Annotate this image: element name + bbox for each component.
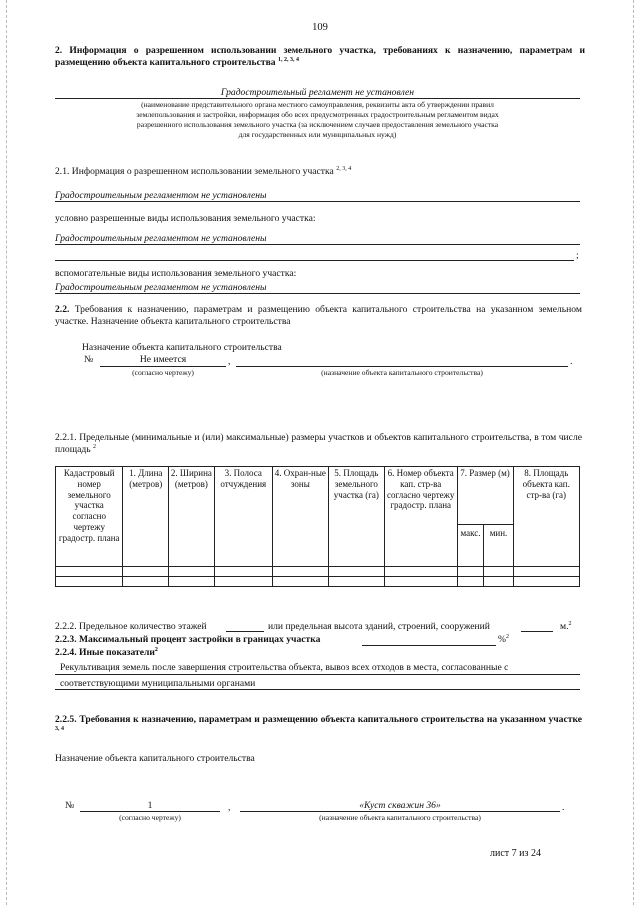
number-sign: № — [84, 354, 94, 365]
period: . — [570, 356, 573, 367]
table-cell — [214, 567, 272, 577]
section-2-2-3-unit — [498, 634, 509, 646]
other-indicators-underline-2 — [55, 689, 580, 690]
header-exclusion-strip: 3. Полоса отчуждения — [214, 467, 272, 567]
header-size: 7. Размер (м) — [457, 467, 513, 525]
height-underline — [521, 631, 553, 632]
caption-line: (наименование представительного органа местного самоуправления, реквизиты акта об утверждении правил — [141, 100, 494, 109]
header-cadastral-number: Кадастровый номер земельного участка согласно чертежу градостр. плана — [56, 467, 123, 567]
table-cell — [56, 577, 123, 587]
conditional-use-underline-2 — [55, 260, 574, 261]
section-2-1-title: 2.1. Информация о разрешенном использовании земельного участка — [55, 166, 334, 177]
section-2-title: Информация о разрешенном использовании земельного участка, требованиях к назначению, параметрам и размещению объекта капитального строительства — [55, 45, 585, 68]
section-2-2-5-number: 2.2.5. — [55, 714, 77, 725]
table-cell — [484, 567, 513, 577]
other-indicators-line-2: соответствующими муниципальными органами — [60, 678, 256, 689]
header-object-area: 8. Площадь объекта кап. стр-ва (га) — [513, 467, 579, 567]
table-cell — [513, 567, 579, 577]
table-cell — [328, 577, 384, 587]
purpose-label: Назначение объекта капитального строительства — [82, 342, 282, 353]
sheet-label: лист 7 из 24 — [490, 848, 541, 859]
other-indicators-underline-1 — [55, 674, 580, 675]
section-2-2-2-mid: или предельная высота зданий, строений, сооружений — [268, 621, 490, 632]
section-2-2-5-caption-purpose: (назначение объекта капитального строительства) — [319, 813, 481, 822]
header-length: 1. Длина (метров) — [123, 467, 169, 567]
section-2-2-title: Требования к назначению, параметрам и размещению объекта капитального строительства на указанном земельном участке. Назначение объекта капитального строительства — [55, 304, 582, 327]
section-2-2-number: 2.2. — [55, 304, 70, 315]
section-2-2-1-title: Предельные (минимальные и (или) максимальные) размеры участков и объектов капитального строительства, в том числе площадь — [55, 432, 582, 455]
section-2-2-heading — [55, 304, 582, 327]
caption-line: для государственных или муниципальных нужд) — [238, 129, 397, 139]
caption-line: разрешенного использования земельного участка (за исключением случаев предоставления земельного участка — [136, 119, 499, 129]
table-cell — [384, 577, 457, 587]
table-cell — [457, 567, 484, 577]
table-cell — [272, 567, 328, 577]
table-cell — [123, 567, 169, 577]
table-row — [56, 567, 580, 577]
section-2-1-heading — [55, 166, 351, 178]
section-2-2-4-text: 2.2.4. Иные показатели — [55, 647, 155, 658]
percent-unit: % — [498, 634, 506, 645]
subheader-min: мин. — [484, 525, 513, 567]
header-plot-area: 5. Площадь земельного участка (га) — [328, 467, 384, 567]
table-row — [56, 577, 580, 587]
section-2-2-5-purpose-value: «Куст скважин 36» — [359, 800, 441, 811]
caption-drawing: (согласно чертежу) — [132, 368, 194, 377]
main-use-underline — [55, 201, 580, 202]
left-scan-edge — [6, 0, 7, 905]
table-cell — [457, 577, 484, 587]
conditional-use-underline — [55, 244, 580, 245]
section-2-number: 2. — [55, 45, 63, 56]
floors-underline — [226, 631, 264, 632]
comma: , — [228, 356, 231, 367]
auxiliary-use-underline — [55, 293, 580, 294]
meters-unit: м. — [560, 621, 569, 632]
section-2-2-2-footnotes: 2 — [568, 621, 572, 627]
section-2-2-5-heading — [55, 714, 582, 737]
section-2-2-4-label — [55, 647, 158, 659]
table-cell — [169, 567, 215, 577]
section-2-2-5-number-value: 1 — [147, 800, 153, 811]
conditional-use-value: Градостроительным регламентом не установлены — [55, 233, 267, 244]
section-2-2-1-heading — [55, 432, 582, 455]
section-2-2-5-number-underline — [80, 811, 220, 812]
section-2-2-2-unit — [560, 621, 571, 633]
auxiliary-use-value: Градостроительным регламентом не установлены — [55, 282, 267, 293]
object-purpose-underline — [236, 366, 568, 367]
section-2-2-3-label: 2.2.3. Максимальный процент застройки в границах участка — [55, 634, 321, 645]
table-cell — [56, 567, 123, 577]
caption-purpose: (назначение объекта капитального строительства) — [321, 368, 483, 377]
other-indicators-line-1: Рекультивация земель после завершения строительства объекта, вывоз всех отходов в места, согласованные с — [60, 662, 509, 673]
caption-line: землепользования и застройки, информация обо всех предусмотренных градостроительным регламентом видах — [136, 109, 499, 119]
section-2-2-5-footnotes: 3, 4 — [55, 725, 64, 732]
section-2-2-5-purpose-label: Назначение объекта капитального строительства — [55, 753, 255, 764]
section-2-2-3-footnotes: 2 — [506, 634, 509, 640]
auxiliary-use-label: вспомогательные виды использования земельного участка: — [55, 268, 297, 279]
percent-underline — [362, 645, 496, 646]
section-2-2-5-title: Требования к назначению, параметрам и размещению объекта капитального строительства на указанном участке — [79, 714, 582, 725]
section-2-2-5-purpose-underline — [240, 811, 560, 812]
subheader-max: макс. — [457, 525, 484, 567]
header-object-number: 6. Номер объекта кап. стр-ва согласно чертежу градостр. плана — [384, 467, 457, 567]
table-cell — [123, 577, 169, 587]
semicolon: ; — [576, 250, 579, 261]
section-2-2-1-number: 2.2.1. — [55, 432, 77, 443]
main-use-value: Градостроительным регламентом не установлены — [55, 190, 267, 201]
table-cell — [169, 577, 215, 587]
table-cell — [513, 577, 579, 587]
table-cell — [272, 577, 328, 587]
section-2-2-1-footnotes: 2 — [93, 443, 97, 450]
reglament-underline — [55, 98, 580, 99]
section-2-2-5-period: . — [562, 802, 565, 813]
right-scan-edge — [633, 0, 634, 905]
section-2-1-footnotes: 2, 3, 4 — [336, 166, 352, 172]
section-2-heading — [55, 45, 585, 68]
section-2-footnotes: 1, 2, 3, 4 — [278, 56, 299, 63]
header-width: 2. Ширина (метров) — [169, 467, 215, 567]
object-number-value: Не имеется — [139, 354, 187, 365]
section-2-2-5-number-sign: № — [65, 800, 75, 811]
table-cell — [384, 567, 457, 577]
table-cell — [214, 577, 272, 587]
section-2-caption — [55, 100, 580, 139]
parameters-table — [55, 466, 580, 587]
section-2-2-2-label: 2.2.2. Предельное количество этажей — [55, 621, 207, 632]
section-2-2-5-caption-drawing: (согласно чертежу) — [119, 813, 181, 822]
section-2-2-4-footnotes: 2 — [154, 647, 158, 653]
page-number: 109 — [312, 22, 328, 33]
conditional-use-label: условно разрешенные виды использования земельного участка: — [55, 213, 316, 224]
section-2-2-5-comma: , — [228, 802, 231, 813]
reglament-value: Градостроительный регламент не установлен — [220, 87, 415, 98]
header-protected-zones: 4. Охран-ные зоны — [272, 467, 328, 567]
table-cell — [328, 567, 384, 577]
object-number-underline — [100, 366, 226, 367]
table-cell — [484, 577, 513, 587]
